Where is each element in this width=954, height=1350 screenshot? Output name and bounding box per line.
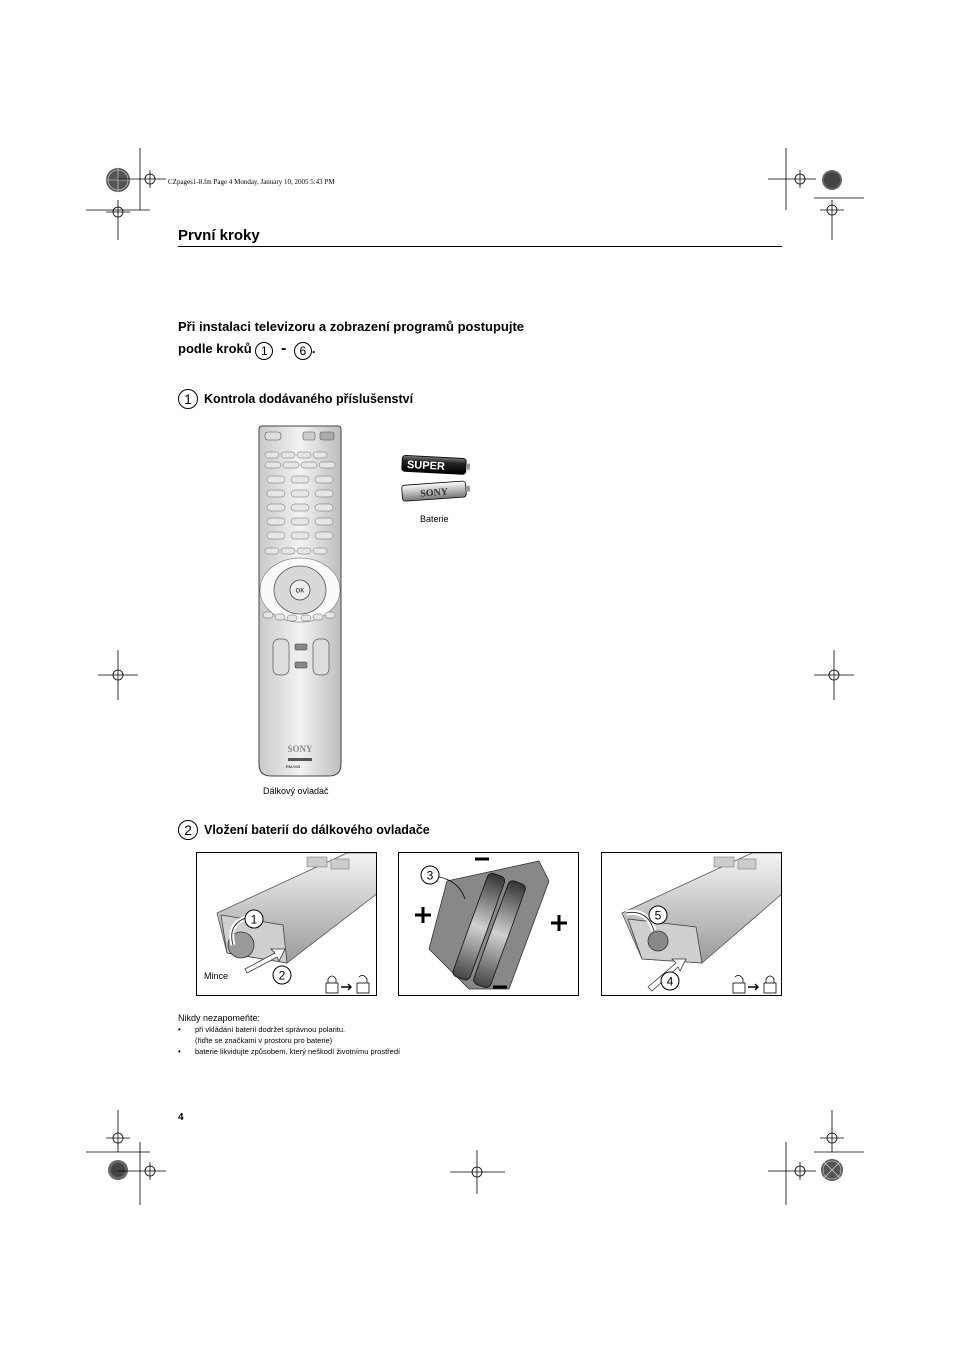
battery-caption: Baterie [420,514,449,524]
step-1-title: Kontrola dodávaného příslušenství [204,392,414,406]
intro-line-2-suffix: . [311,341,316,356]
panel-open-cover [196,852,377,996]
panel1-marker-2: 2 [278,968,286,983]
section-title: První kroky [178,227,260,244]
remote-brand-label: SONY [287,744,313,754]
step-to-marker: 6 [294,342,312,360]
panel3-marker-4: 4 [666,974,674,989]
panel3-marker-5: 5 [654,908,662,923]
remote-model-label: RM-943 [285,764,301,769]
section-divider [178,246,782,247]
step-2-title: Vložení baterií do dálkového ovladače [204,823,430,837]
step-range-dash: - [280,340,287,357]
note-item-text: baterie likvidujte způsobem, který neškodí životnímu prostředí [195,1047,401,1056]
remote-caption: Dálkový ovladač [263,786,329,796]
remote-ok-label: OK [295,588,305,595]
note-item-subtext: (řiďte se značkami v prostoru pro baterie) [195,1036,333,1045]
note-item [178,1024,400,1046]
step-2-number: 2 [178,820,198,840]
panel-close-cover [601,852,782,996]
unlock-to-lock-icon [733,975,776,993]
battery-brand-2: SONY [419,486,449,500]
registration-mark-bottom-center [450,1150,505,1200]
registration-mark-mid-right [814,650,854,700]
step-2-heading [178,820,430,840]
registration-mark-top-left [86,148,166,243]
intro-line-1: Při instalaci televizoru a zobrazení programů postupujte [178,319,525,334]
note-item [178,1046,400,1057]
notes-block [178,1013,400,1057]
panel-insert-batteries [398,852,579,996]
file-meta-line: CZpages1-8.fm Page 4 Monday, January 10, 2005 5:43 PM [168,178,335,186]
notes-list [178,1024,400,1057]
step-from-marker: 1 [255,342,273,360]
battery-brand-1: SUPER [406,458,446,473]
panel2-marker-3: 3 [426,868,434,883]
panel1-marker-1: 1 [250,912,258,927]
registration-mark-bottom-left [86,1110,166,1205]
coin-label: Mince [204,971,229,981]
intro-line-2-prefix: podle kroků [178,341,252,356]
intro-paragraph [178,316,524,360]
remote-control-illustration [255,424,345,780]
step-1-heading [178,389,413,409]
registration-mark-top-right [768,148,868,243]
registration-mark-mid-left [98,650,138,700]
lock-to-unlock-icon [326,975,369,993]
intro-line-2 [178,338,524,360]
page-number: 4 [178,1112,184,1123]
registration-mark-bottom-right [768,1110,868,1205]
note-item-text: při vkládání baterií dodržet správnou polaritu. [195,1025,346,1034]
notes-heading: Nikdy nezapomeňte: [178,1013,261,1023]
batteries-illustration [398,453,474,505]
step-1-number: 1 [178,389,198,409]
